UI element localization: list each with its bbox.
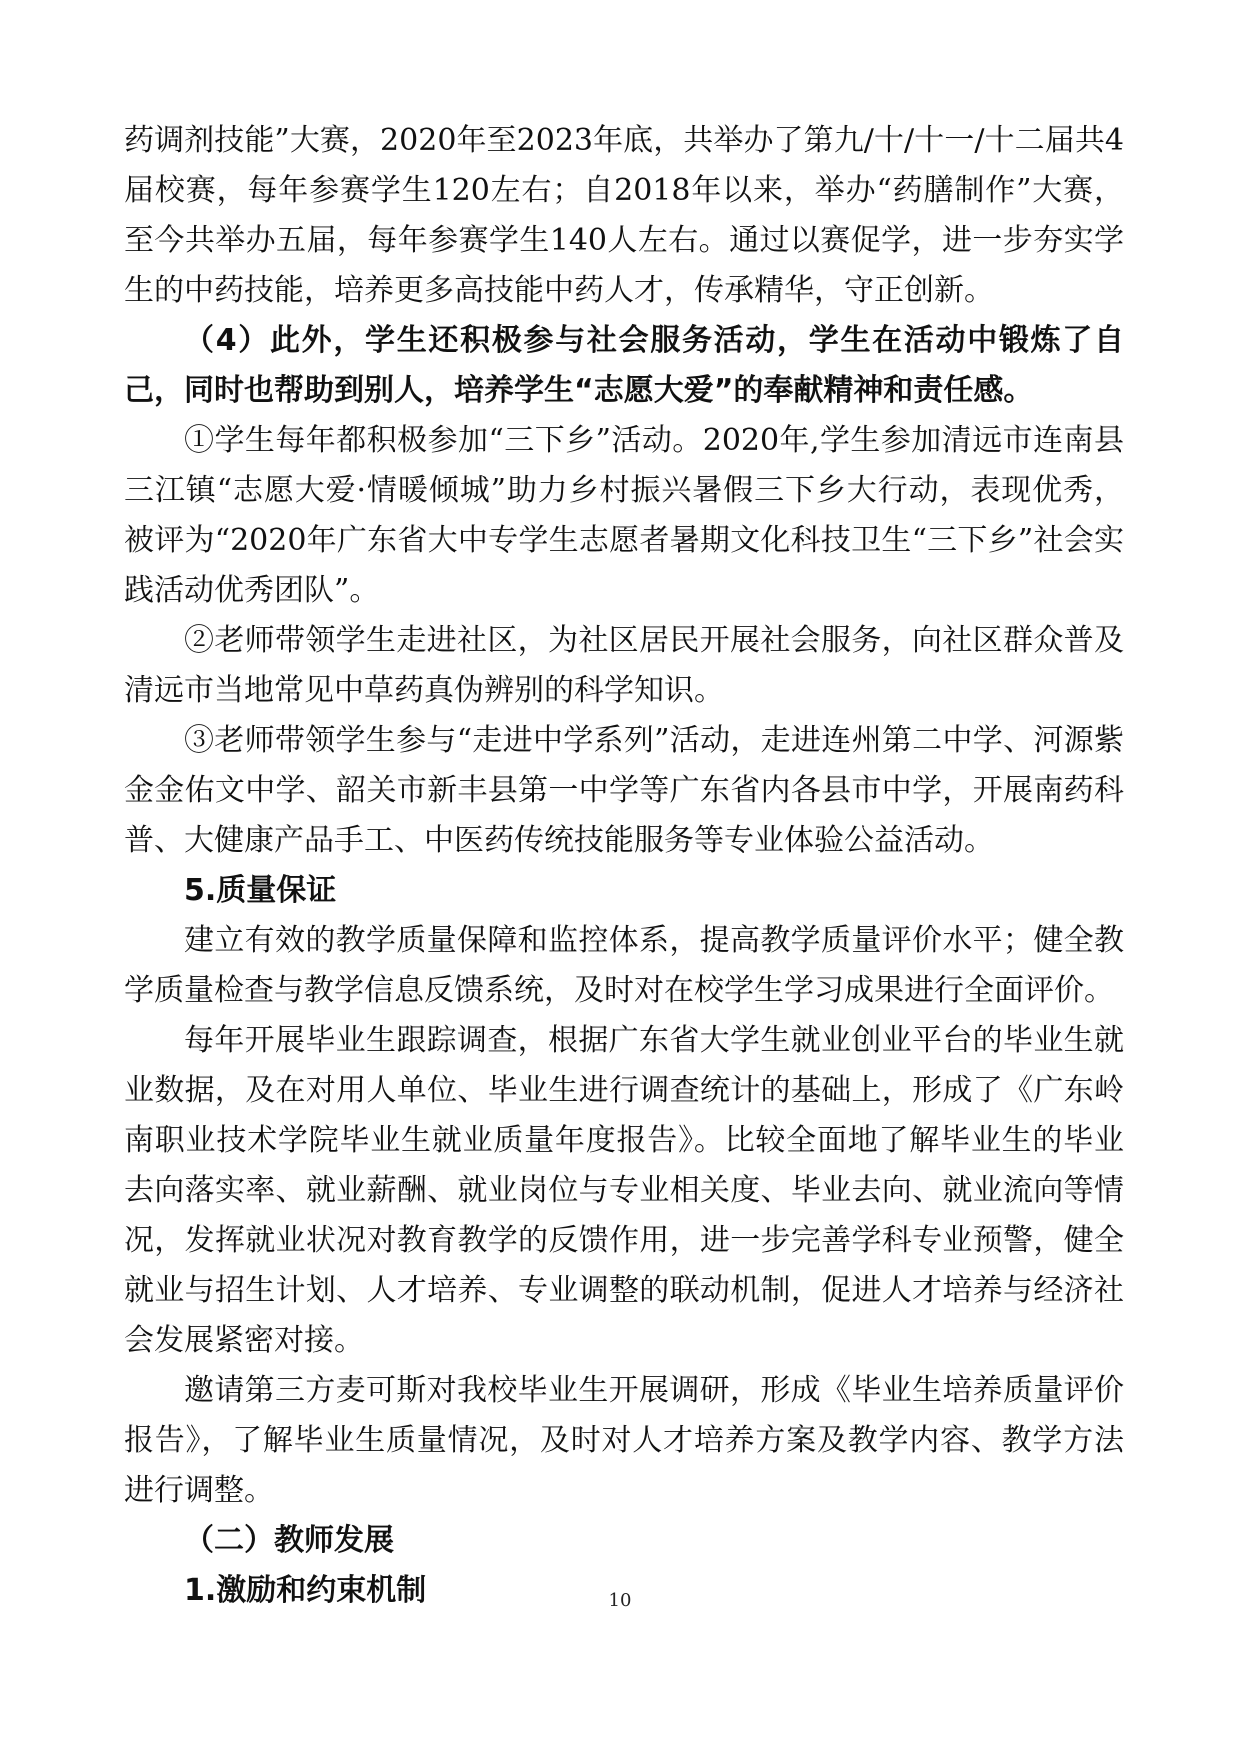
paragraph-three-to-countryside: ①学生每年都积极参加“三下乡”活动。2020年,学生参加清远市连南县三江镇“志愿大爱·情暖倾城”助力乡村振兴暑假三下乡大行动，表现优秀，被评为“2020年广东省大中专学生志愿者暑期文化科技卫生“三下乡”社会实践活动优秀团队”。 xyxy=(124,423,1124,608)
paragraph-third-party-survey: 邀请第三方麦可斯对我校毕业生开展调研，形成《毕业生培养质量评价报告》，了解毕业生质量情况，及时对人才培养方案及教学内容、教学方法进行调整。 xyxy=(124,1373,1124,1508)
paragraph-quality-system: 建立有效的教学质量保障和监控体系，提高教学质量评价水平；健全教学质量检查与教学信息反馈系统，及时对在校学生学习成果进行全面评价。 xyxy=(124,923,1124,1008)
section-heading-teacher-development: （二）教师发展 xyxy=(184,1523,394,1558)
paragraph-social-service-heading: （4）此外，学生还积极参与社会服务活动，学生在活动中锻炼了自己，同时也帮助到别人，培养学生“志愿大爱”的奉献精神和责任感。 xyxy=(124,323,1124,408)
paragraph-middle-school-series: ③老师带领学生参与“走进中学系列”活动，走进连州第二中学、河源紫金金佑文中学、韶关市新丰县第一中学等广东省内各县市中学，开展南药科普、大健康产品手工、中医药传统技能服务等专业体验公益活动。 xyxy=(124,723,1124,858)
section-heading-quality-assurance: 5.质量保证 xyxy=(184,873,337,908)
document-page xyxy=(124,116,1124,1616)
paragraph-competition-continuation: 药调剂技能”大赛，2020年至2023年底，共举办了第九/十/十一/十二届共4届校赛，每年参赛学生120左右；自2018年以来，举办“药膳制作”大赛，至今共举办五届，每年参赛学生140人左右。通过以赛促学，进一步夯实学生的中药技能，培养更多高技能中药人才，传承精华，守正创新。 xyxy=(124,123,1124,308)
page-number: 10 xyxy=(608,1590,632,1611)
subsection-heading-incentive-mechanism: 1.激励和约束机制 xyxy=(184,1573,427,1608)
paragraph-graduate-tracking: 每年开展毕业生跟踪调查，根据广东省大学生就业创业平台的毕业生就业数据，及在对用人单位、毕业生进行调查统计的基础上，形成了《广东岭南职业技术学院毕业生就业质量年度报告》。比较全面地了解毕业生的毕业去向落实率、就业薪酬、就业岗位与专业相关度、毕业去向、就业流向等情况，发挥就业状况对教育教学的反馈作用，进一步完善学科专业预警，健全就业与招生计划、人才培养、专业调整的联动机制，促进人才培养与经济社会发展紧密对接。 xyxy=(124,1023,1124,1358)
paragraph-community-service: ②老师带领学生走进社区，为社区居民开展社会服务，向社区群众普及清远市当地常见中草药真伪辨别的科学知识。 xyxy=(124,623,1124,708)
